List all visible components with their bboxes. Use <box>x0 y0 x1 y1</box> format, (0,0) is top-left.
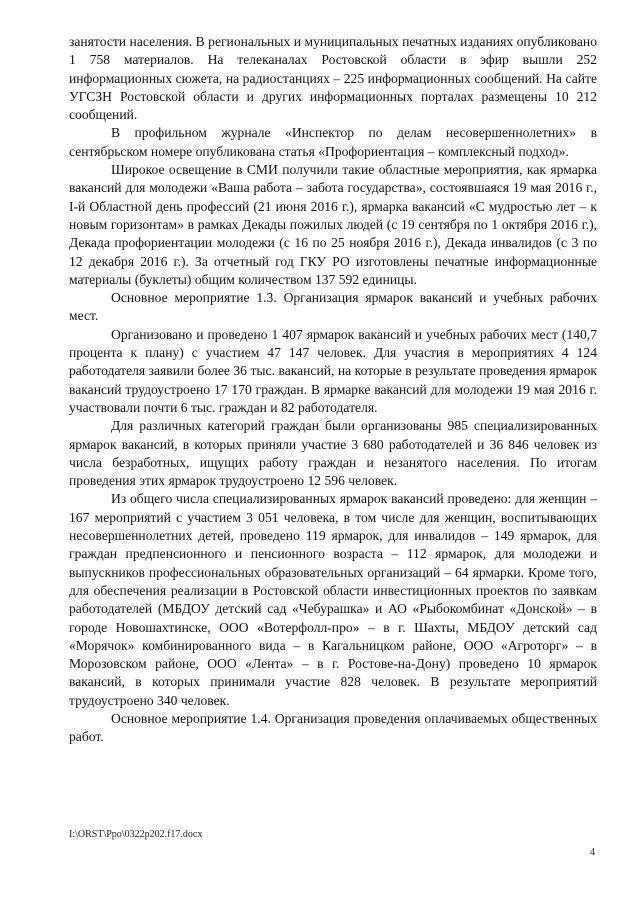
paragraph-regional-events: Широкое освещение в СМИ получили такие областные мероприятия, как ярмарка вакансий для молодежи «Ваша работа – забота государства», состоявшаяся 19 мая 2016 г., I-й Областной день профессий (21 июня 2016 г.), ярмарка вакансий «С мудростью лет – к новым горизонтам» в рамках Декады пожилых людей (с 19 сентября по 1 октября 2016 г.), Декада профориентации молодежи (с 16 по 25 ноября 2016 г.), Декада инвалидов (с 3 по 12 декабря 2016 г.). За отчетный год ГКУ РО изготовлены печатные информационные материалы (буклеты) общим количеством 137 592 единицы. <box>69 162 597 287</box>
paragraph-fair-categories: Из общего числа специализированных ярмарок вакансий проведено: для женщин – 167 мероприятий с участием 3 051 человека, в том числе для женщин, воспитывающих несовершеннолетних детей, проведено 119 ярмарок, для инвалидов – 149 ярмарок, для граждан предпенсионного и пенсионного возраста – 112 ярмарок, для молодежи и выпускников профессиональных образовательных организаций – 64 ярмарки. Кроме того, для обеспечения реализации в Ростовской области инвестиционных проектов по заявкам работодателей (МБДОУ детский сад «Чебурашка» и АО «Рыбокомбинат «Донской» – в городе Новошахтинске, ООО «Вотерфолл-про» – в г. Шахты, МБДОУ детский сад «Морячок» комбинированного вида – в Кагальницком районе, ООО «Агроторг» – в Морозовском районе, ООО «Лента» – в г. Ростове-на-Дону) проведено 10 ярмарок вакансий, в которых принимали участие 828 человек. В результате мероприятий трудоустроено 340 человек. <box>69 491 597 708</box>
footer-file-path: I:\ORST\Ppo\0322p202.f17.docx <box>69 829 203 840</box>
paragraph-specialized-fairs: Для различных категорий граждан были организованы 985 специализированных ярмарок вакансий, в которых приняли участие 3 680 работодателей и 36 846 человек из числа безработных, ищущих работу граждан и незанятого населения. По итогам проведения этих ярмарок трудоустроено 12 596 человек. <box>69 418 597 489</box>
paragraph-job-fairs-results: Организовано и проведено 1 407 ярмарок вакансий и учебных рабочих мест (140,7 процента к плану) с участием 47 147 человек. Для участия в мероприятиях 4 124 работодателя заявили более 36 тыс. вакансий, на которые в результате проведения ярмарок вакансий трудоустроено 17 170 граждан. В ярмарке вакансий для молодежи 19 мая 2016 г. участвовали почти 6 тыс. граждан и 82 работодателя. <box>69 326 597 415</box>
document-body <box>69 33 597 747</box>
paragraph-measure-1-3-heading: Основное мероприятие 1.3. Организация ярмарок вакансий и учебных рабочих мест. <box>69 290 597 324</box>
paragraph-measure-1-4-heading: Основное мероприятие 1.4. Организация проведения оплачиваемых общественных работ. <box>69 710 597 745</box>
paragraph-journal-article: В профильном журнале «Инспектор по делам несовершеннолетних» в сентябрьском номере опубликована статья «Профориентация – комплексный подход». <box>69 125 597 159</box>
page-number: 4 <box>590 847 595 858</box>
paragraph-media-coverage: занятости населения. В региональных и муниципальных печатных изданиях опубликовано 1 758 материалов. На телеканалах Ростовской области в эфир вышли 252 информационных сюжета, на радиостанциях – 225 информационных сообщений. На сайте УГСЗН Ростовской области и других информационных порталах размещены 10 212 сообщений. <box>69 34 597 123</box>
